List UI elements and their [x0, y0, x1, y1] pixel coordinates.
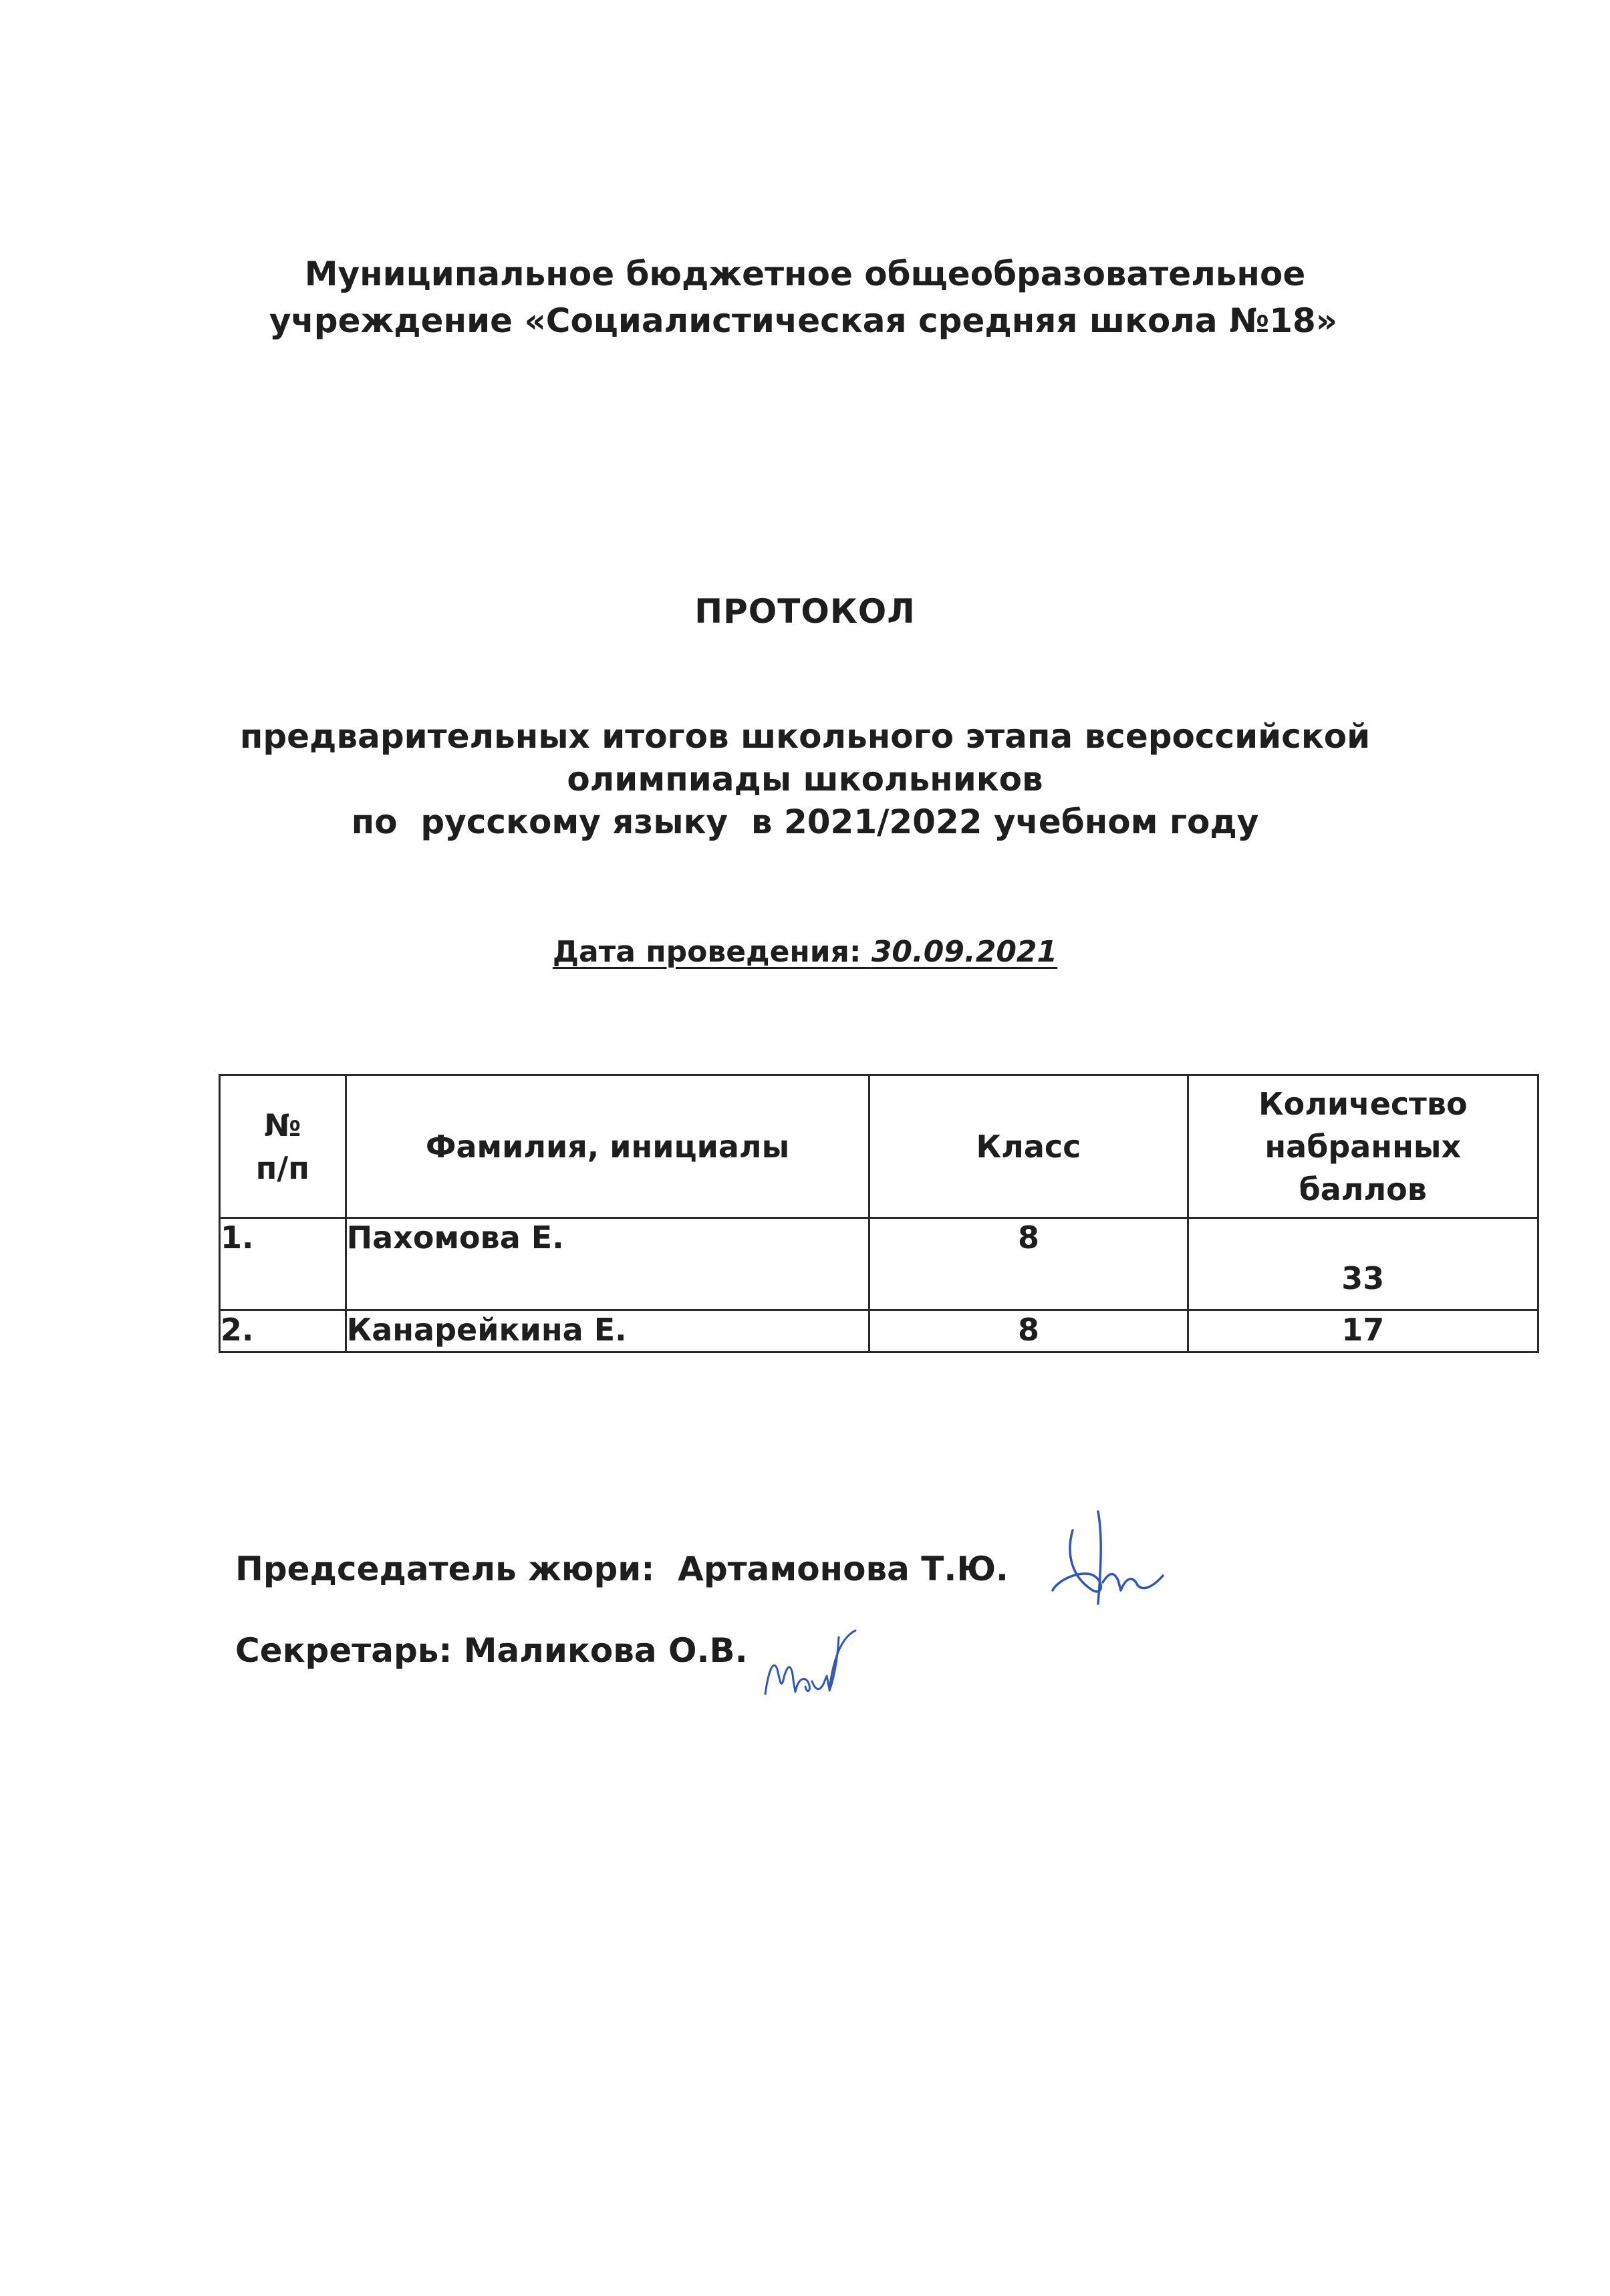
date-value: 30.09.2021 — [871, 935, 1058, 969]
results-table — [219, 1074, 1539, 1353]
header-score-line-2: набранных — [1264, 1128, 1462, 1165]
table-row — [220, 1310, 1538, 1352]
event-date — [0, 932, 1610, 972]
header-number-line-2: п/п — [255, 1149, 309, 1186]
cell-number: 2. — [220, 1310, 346, 1352]
subtitle-line-1: предварительных итогов школьного этапа всероссийской — [239, 717, 1371, 756]
school-name — [0, 251, 1610, 344]
header-score-line-1: Количество — [1258, 1085, 1468, 1122]
cell-class: 8 — [869, 1310, 1188, 1352]
cell-class: 8 — [869, 1218, 1188, 1310]
header-score — [1188, 1075, 1538, 1218]
header-score-line-3: баллов — [1299, 1171, 1427, 1207]
header-number — [220, 1075, 346, 1218]
cell-score: 17 — [1188, 1310, 1538, 1352]
protocol-subtitle — [0, 715, 1610, 843]
school-name-line-2: учреждение «Социалистическая средняя школа №18» — [269, 301, 1338, 340]
table-row — [220, 1218, 1538, 1310]
cell-score: 33 — [1188, 1218, 1538, 1310]
protocol-title: ПРОТОКОЛ — [694, 592, 916, 631]
cell-name: Пахомова Е. — [346, 1218, 869, 1310]
jury-chair-line: Председатель жюри: Артамонова Т.Ю. — [235, 1550, 1009, 1588]
subtitle-line-2: олимпиады школьников — [567, 760, 1043, 799]
school-name-line-1: Муниципальное бюджетное общеобразовательное — [304, 255, 1306, 293]
header-name: Фамилия, инициалы — [346, 1075, 869, 1218]
secretary-signature — [759, 1617, 892, 1711]
cell-name: Канарейкина Е. — [346, 1310, 869, 1352]
table-header-row — [220, 1075, 1538, 1218]
header-class: Класс — [869, 1075, 1188, 1218]
secretary-line: Секретарь: Маликова О.В. — [235, 1631, 748, 1670]
cell-number: 1. — [220, 1218, 346, 1310]
date-label: Дата проведения: — [552, 935, 871, 969]
subtitle-line-3: по русскому языку в 2021/2022 учебном году — [351, 803, 1259, 841]
header-number-line-1: № — [264, 1107, 301, 1143]
chair-signature — [1039, 1497, 1173, 1610]
